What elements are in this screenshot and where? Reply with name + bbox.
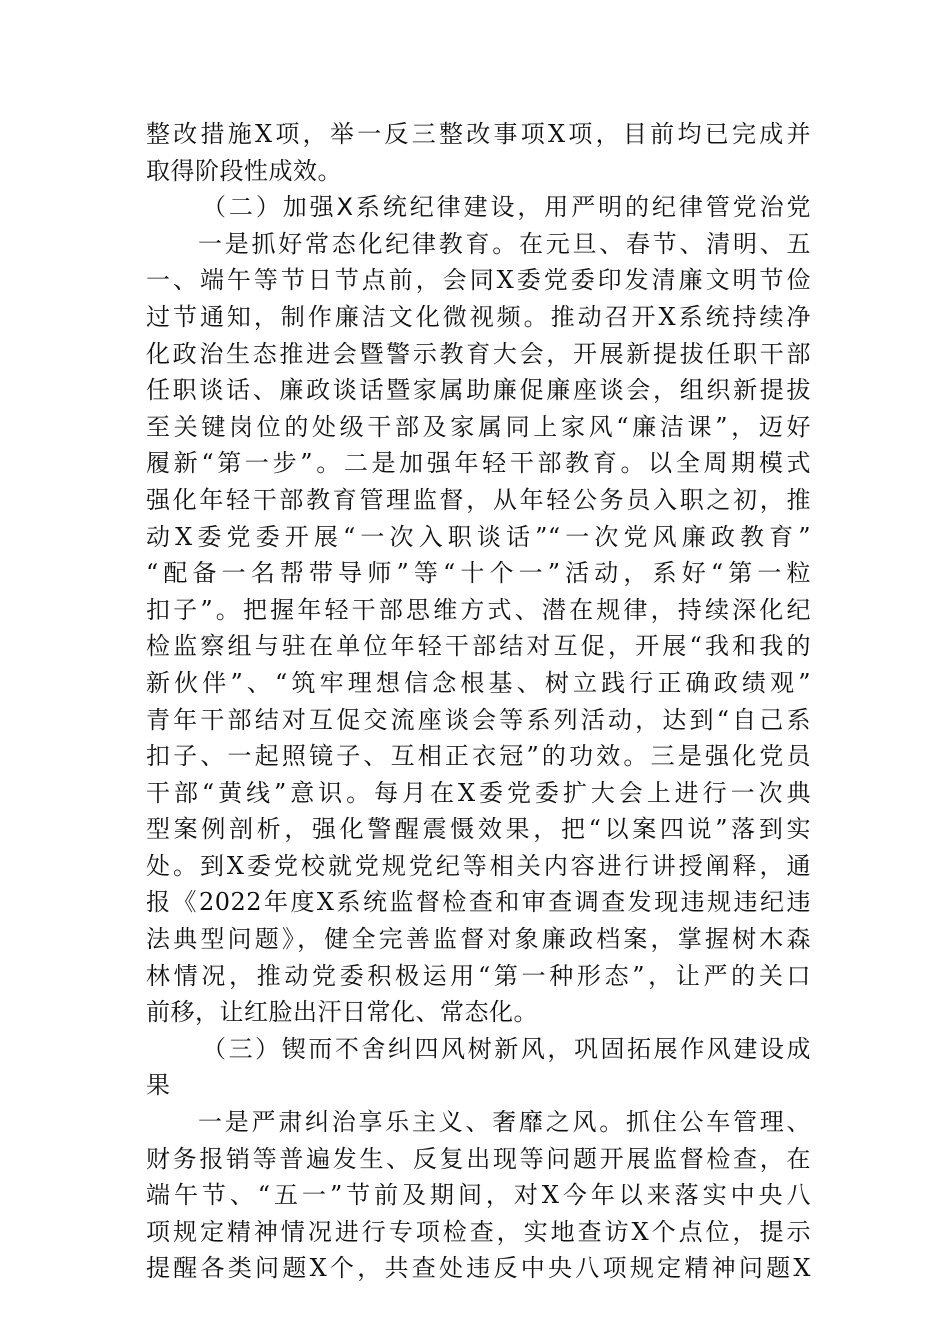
text-line: 化政治生态推进会暨警示教育大会，开展新提拔任职干部 bbox=[146, 339, 811, 368]
text-line: 检监察组与驻在单位年轻干部结对互促，开展“我和我的 bbox=[146, 632, 811, 661]
text-line: 林情况，推动党委积极运用“第一种形态”，让严的关口 bbox=[146, 961, 811, 990]
text-line: 项规定精神情况进行专项检查，实地查访X个点位，提示 bbox=[146, 1217, 811, 1246]
text-line: 新伙伴”、“筑牢理想信念根基、树立践行正确政绩观” bbox=[146, 668, 811, 697]
text-line: 强化年轻干部教育管理监督，从年轻公务员入职之初，推 bbox=[146, 485, 811, 514]
text-line: 过节通知，制作廉洁文化微视频。推动召开X系统持续净 bbox=[146, 302, 811, 331]
text-line: 扣子、一起照镜子、互相正衣冠”的功效。三是强化党员 bbox=[146, 742, 811, 771]
text-line: “配备一名帮带导师”等“十个一”活动，系好“第一粒 bbox=[146, 559, 811, 588]
text-line: 提醒各类问题X个，共查处违反中央八项规定精神问题X bbox=[146, 1254, 811, 1283]
text-line: 型案例剖析，强化警醒震慑效果，把“以案四说”落到实 bbox=[146, 815, 811, 844]
text-line: 法典型问题》，健全完善监督对象廉政档案，掌握树木森 bbox=[146, 925, 811, 954]
text-line: 任职谈话、廉政谈话暨家属助廉促廉座谈会，组织新提拔 bbox=[146, 376, 811, 405]
text-line: 整改措施X项，举一反三整改事项X项，目前均已完成并 bbox=[146, 120, 811, 148]
text-line: 青年干部结对互促交流座谈会等系列活动，达到“自己系 bbox=[146, 705, 811, 734]
text-line: 履新“第一步”。二是加强年轻干部教育。以全周期模式 bbox=[146, 449, 811, 478]
text-line: 扣子”。把握年轻干部思维方式、潜在规律，持续深化纪 bbox=[146, 595, 811, 624]
text-line: 取得阶段性成效。 bbox=[146, 156, 342, 185]
body-text bbox=[146, 116, 811, 1287]
text-line: 财务报销等普遍发生、反复出现等问题开展监督检查，在 bbox=[146, 1144, 811, 1173]
text-line: 一、端午等节日节点前，会同X委党委印发清廉文明节俭 bbox=[146, 266, 811, 295]
text-line: 动X委党委开展“一次入职谈话”“一次党风廉政教育” bbox=[146, 522, 811, 551]
text-line: 一是严肃纠治享乐主义、奢靡之风。抓住公车管理、 bbox=[198, 1108, 811, 1137]
text-line: 报《2022年度X系统监督检查和审查调查发现违规违纪违 bbox=[146, 888, 811, 917]
text-line: 前移，让红脸出汗日常化、常态化。 bbox=[146, 998, 538, 1027]
section-heading: （三）锲而不舍纠四风树新风，巩固拓展作风建设成 bbox=[202, 1034, 811, 1063]
text-line: 处。到X委党校就党规党纪等相关内容进行讲授阐释，通 bbox=[146, 851, 811, 880]
section-heading-continuation: 果 bbox=[146, 1071, 171, 1100]
text-line: 一是抓好常态化纪律教育。在元旦、春节、清明、五 bbox=[198, 229, 811, 258]
text-line: 干部“黄线”意识。每月在X委党委扩大会上进行一次典 bbox=[146, 778, 811, 807]
section-heading: （二）加强X系统纪律建设，用严明的纪律管党治党 bbox=[202, 193, 811, 222]
text-line: 端午节、“五一”节前及期间，对X今年以来落实中央八 bbox=[146, 1181, 811, 1210]
text-line: 至关键岗位的处级干部及家属同上家风“廉洁课”，迈好 bbox=[146, 412, 811, 441]
